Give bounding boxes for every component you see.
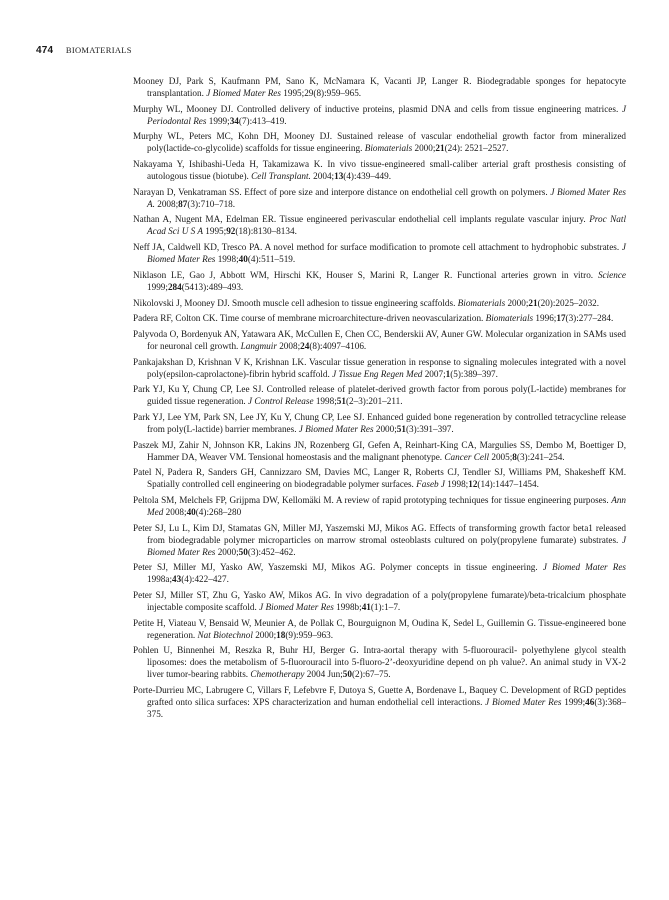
reference-entry xyxy=(133,186,626,210)
reference-journal: Proc Natl Acad Sci U S A xyxy=(147,214,627,237)
reference-year: 2008; xyxy=(154,198,179,209)
reference-pages: (8):4097–4106. xyxy=(309,340,367,351)
reference-volume: 12 xyxy=(468,479,478,490)
reference-year: 2000; xyxy=(412,143,436,154)
reference-pages: (4):422–427. xyxy=(181,574,229,585)
reference-year: 2008; xyxy=(276,340,301,351)
reference-entry xyxy=(133,103,626,127)
reference-text: Park YJ, Lee YM, Park SN, Lee JY, Ku Y, Chung CP, Lee SJ. Enhanced guided bone regeneration by controlled tetracycline release from poly(L-lactide) barrier membranes. xyxy=(133,411,626,434)
reference-text: Park YJ, Ku Y, Chung CP, Lee SJ. Controlled release of platelet-derived growth factor from porous poly(L-lactide) membranes for guided tissue regeneration. xyxy=(133,384,626,407)
reference-journal: Nat Biotechnol xyxy=(197,629,253,640)
reference-volume: 43 xyxy=(172,574,182,585)
reference-text: Nathan A, Nugent MA, Edelman ER. Tissue engineered perivascular endothelial cell implants regulate vascular injury. xyxy=(133,214,586,225)
reference-pages: (3):710–718. xyxy=(187,198,236,209)
reference-text: Neff JA, Caldwell KD, Tresco PA. A novel method for surface modification to promote cell attachment to hydrophobic substrates. xyxy=(133,242,620,253)
reference-pages: (5):389–397. xyxy=(450,368,498,379)
reference-entry xyxy=(133,439,626,463)
reference-journal: J Control Release xyxy=(248,396,314,407)
reference-journal: Ann Med xyxy=(147,495,627,517)
reference-pages: (2–3):201–211. xyxy=(345,396,403,407)
reference-text: Murphy WL, Peters MC, Kohn DH, Mooney DJ. Sustained release of vascular endothelial growth factor from mineralized poly(lactide-co-glycolide) scaffolds for tissue engineering. xyxy=(133,131,626,154)
reference-volume: 46 xyxy=(585,697,595,708)
reference-journal: J Periodontal Res xyxy=(147,103,627,126)
reference-pages: (3):452–462. xyxy=(247,546,296,557)
reference-volume: 51 xyxy=(396,423,406,434)
reference-text: Padera RF, Colton CK. Time course of membrane microarchitecture-driven neovascularization. xyxy=(133,313,484,324)
reference-text: Pankajakshan D, Krishnan V K, Krishnan LK. Vascular tissue generation in response to signaling molecules integrated with a novel poly(epsilon-caprolactone)-fibrin hybrid scaffold. xyxy=(133,356,626,379)
reference-text: Nikolovski J, Mooney DJ. Smooth muscle cell adhesion to tissue engineering scaffolds. xyxy=(133,297,456,308)
reference-volume: 284 xyxy=(167,281,182,292)
reference-entry xyxy=(133,297,626,309)
reference-volume: 18 xyxy=(276,629,286,640)
reference-text: Paszek MJ, Zahir N, Johnson KR, Lakins JN, Rozenberg GI, Gefen A, Reinhart-King CA, Margulies SS, Dembo M, Boettiger D, Hammer DA, Weaver VM. Tensional homeostasis and the malignant phenotype. xyxy=(133,439,626,462)
reference-pages: (7):413–419. xyxy=(238,115,287,126)
reference-text: Peter SJ, Lu L, Kim DJ, Stamatas GN, Miller MJ, Yaszemski MJ, Mikos AG. Effects of transforming growth factor beta1 released from biodegradable polymer microparticles on marrow stromal osteoblasts cultured on poly(propylene fumarate) substrates. xyxy=(133,522,626,545)
reference-year: 1998; xyxy=(313,396,337,407)
reference-journal: Chemotherapy xyxy=(250,669,305,680)
reference-pages: (14):1447–1454. xyxy=(477,479,539,490)
reference-list xyxy=(133,75,626,724)
reference-volume: 41 xyxy=(361,602,371,613)
reference-journal: Biomaterials xyxy=(485,313,534,324)
reference-volume: 21 xyxy=(435,143,445,154)
reference-pages: (24): 2521–2527. xyxy=(444,143,509,154)
reference-pages: (20):2025–2032. xyxy=(537,297,600,308)
reference-pages: (3):368–375. xyxy=(147,697,626,720)
page-header xyxy=(36,45,132,56)
reference-text: Porte-Durrieu MC, Labrugere C, Villars F, Lefebvre F, Dutoya S, Guette A, Bordenave L, Baquey C. Development of RGD peptides grafted onto silica surfaces: XPS characterization and human endothelial cell interactions. xyxy=(133,685,626,708)
reference-text: Mooney DJ, Park S, Kaufmann PM, Sano K, McNamara K, Vacanti JP, Langer R. Biodegradable sponges for hepatocyte transplantation. xyxy=(133,76,626,98)
reference-volume: 50 xyxy=(342,669,352,680)
reference-year: 2008; xyxy=(163,507,187,517)
reference-text: Peltola SM, Melchels FP, Grijpma DW, Kellomäki M. A review of rapid prototyping techniques for tissue engineering purposes. xyxy=(133,495,609,505)
reference-year: 2007; xyxy=(422,368,446,379)
reference-entry xyxy=(133,684,626,720)
reference-volume: 21 xyxy=(528,297,538,308)
reference-volume: 13 xyxy=(334,171,344,182)
reference-year: 2000; xyxy=(215,546,239,557)
reference-pages: (3):277–284. xyxy=(565,313,614,324)
reference-entry xyxy=(133,561,626,585)
reference-entry xyxy=(133,241,626,265)
reference-year: 2000; xyxy=(373,423,397,434)
reference-pages: (4):439–449. xyxy=(343,171,391,182)
reference-volume: 92 xyxy=(226,226,236,237)
reference-journal: J Biomed Mater Res xyxy=(298,423,374,434)
reference-year: 1995;29(8):959–965. xyxy=(280,88,362,98)
reference-year: 1999; xyxy=(147,281,168,292)
reference-year: 2000; xyxy=(505,297,529,308)
reference-journal: Cancer Cell xyxy=(444,451,490,462)
reference-journal: J Tissue Eng Regen Med xyxy=(332,368,423,379)
reference-entry xyxy=(133,356,626,380)
reference-year: 1995; xyxy=(202,226,227,237)
reference-pages: (3):241–254. xyxy=(516,451,565,462)
reference-year: 1999; xyxy=(561,697,586,708)
reference-text: Peter SJ, Miller ST, Zhu G, Yasko AW, Mikos AG. In vivo degradation of a poly(propylene fumarate)/beta-tricalcium phosphate injectable composite scaffold. xyxy=(133,590,626,613)
reference-entry xyxy=(133,494,626,518)
reference-text: Murphy WL, Mooney DJ. Controlled delivery of inductive proteins, plasmid DNA and cells from tissue engineering matrices. xyxy=(133,103,619,114)
reference-volume: 40 xyxy=(238,254,248,265)
reference-text: Narayan D, Venkatraman SS. Effect of pore size and interpore distance on endothelial cell growth on polymers. xyxy=(133,186,548,197)
reference-pages: (1):1–7. xyxy=(370,602,401,613)
reference-pages: (18):8130–8134. xyxy=(235,226,297,237)
reference-pages: (3):391–397. xyxy=(405,423,454,434)
reference-journal: J Biomed Mater Res xyxy=(485,697,562,708)
reference-journal: Cell Transplant. xyxy=(251,171,311,182)
reference-journal: Faseb J xyxy=(416,479,445,490)
reference-year: 2005; xyxy=(489,451,513,462)
reference-year: 1998; xyxy=(215,254,239,265)
page-number: 474 xyxy=(36,45,54,56)
reference-volume: 50 xyxy=(238,546,248,557)
reference-year: 2004; xyxy=(310,171,335,182)
reference-pages: (5413):489–493. xyxy=(181,281,244,292)
reference-journal: J Biomed Mater Res xyxy=(147,242,626,265)
reference-entry xyxy=(133,617,626,641)
running-title: BIOMATERIALS xyxy=(65,45,132,55)
reference-entry xyxy=(133,411,626,435)
reference-year: 1999; xyxy=(206,115,230,126)
reference-volume: 17 xyxy=(556,313,566,324)
reference-volume: 8 xyxy=(512,451,517,462)
reference-pages: (4):511–519. xyxy=(247,254,296,265)
reference-volume: 40 xyxy=(186,507,196,517)
reference-journal: J Biomed Mater Res xyxy=(542,562,626,573)
reference-volume: 24 xyxy=(300,340,310,351)
reference-entry xyxy=(133,312,626,324)
reference-entry xyxy=(133,383,626,407)
reference-entry xyxy=(133,158,626,182)
reference-text: Pohlen U, Binnenhei M, Reszka R, Buhr HJ, Berger G. Intra-aortal therapy with 5-fluorouracil- polyethylene glycol stealth liposomes: does the metabolism of 5-fluorouracil into 5-fluoro-2’-deoxyuridine depend on ph value?. An animal study in VX-2 liver tumor-bearing rabbits. xyxy=(133,645,626,680)
reference-text: Peter SJ, Miller MJ, Yasko AW, Yaszemski MJ, Mikos AG. Polymer concepts in tissue engineering. xyxy=(133,562,538,573)
reference-entry xyxy=(133,522,626,558)
reference-pages: (9):959–963. xyxy=(285,629,334,640)
reference-journal: Science xyxy=(597,269,627,280)
reference-year: 1998; xyxy=(444,479,469,490)
reference-year: 1996; xyxy=(533,313,557,324)
reference-entry xyxy=(133,75,626,99)
reference-year: 2000; xyxy=(252,629,277,640)
reference-text: Petite H, Viateau V, Bensaid W, Meunier A, de Pollak C, Bourguignon M, Oudina K, Sedel L, Guillemin G. Tissue-engineered bone regeneration. xyxy=(133,617,626,640)
reference-entry xyxy=(133,269,626,293)
reference-entry xyxy=(133,130,626,154)
reference-journal: J Biomed Mater Res xyxy=(206,88,281,98)
reference-pages: (4):268–280 xyxy=(195,507,242,517)
reference-entry xyxy=(133,644,626,680)
reference-journal: J Biomed Mater Res A. xyxy=(147,186,627,209)
reference-volume: 34 xyxy=(229,115,239,126)
reference-text: Patel N, Padera R, Sanders GH, Cannizzaro SM, Davies MC, Langer R, Roberts CJ, Tendler SJ, Williams PM, Shakesheff KM. Spatially controlled cell engineering on biodegradable polymer surfaces. xyxy=(133,467,626,490)
reference-entry xyxy=(133,589,626,613)
reference-entry xyxy=(133,213,626,237)
reference-pages: (2):67–75. xyxy=(351,669,391,680)
reference-journal: J Biomed Mater Res xyxy=(259,602,334,613)
reference-journal: J Biomed Mater Res xyxy=(147,534,627,557)
reference-year: 1998b; xyxy=(333,602,362,613)
reference-volume: 51 xyxy=(336,396,346,407)
reference-entry xyxy=(133,328,626,352)
reference-year: 2004 Jun; xyxy=(304,669,343,680)
reference-volume: 1 xyxy=(445,368,451,379)
reference-journal: Biomaterials xyxy=(457,297,506,308)
reference-volume: 87 xyxy=(178,198,188,209)
reference-text: Niklason LE, Gao J, Abbott WM, Hirschi KK, Houser S, Marini R, Langer R. Functional arteries grown in vitro. xyxy=(133,269,594,280)
reference-journal: Biomaterials xyxy=(364,143,413,154)
reference-year: 1998a; xyxy=(147,574,173,585)
reference-entry xyxy=(133,466,626,490)
reference-text: Nakayama Y, Ishibashi-Ueda H, Takamizawa K. In vivo tissue-engineered small-caliber arterial graft prosthesis consisting of autologous tissue (biotube). xyxy=(133,159,626,182)
reference-text: Palyvoda O, Bordenyuk AN, Yatawara AK, McCullen E, Chen CC, Benderskii AV, Auner GW. Molecular organization in SAMs used for neuronal cell growth. xyxy=(133,328,626,351)
reference-journal: Langmuir xyxy=(240,340,277,351)
